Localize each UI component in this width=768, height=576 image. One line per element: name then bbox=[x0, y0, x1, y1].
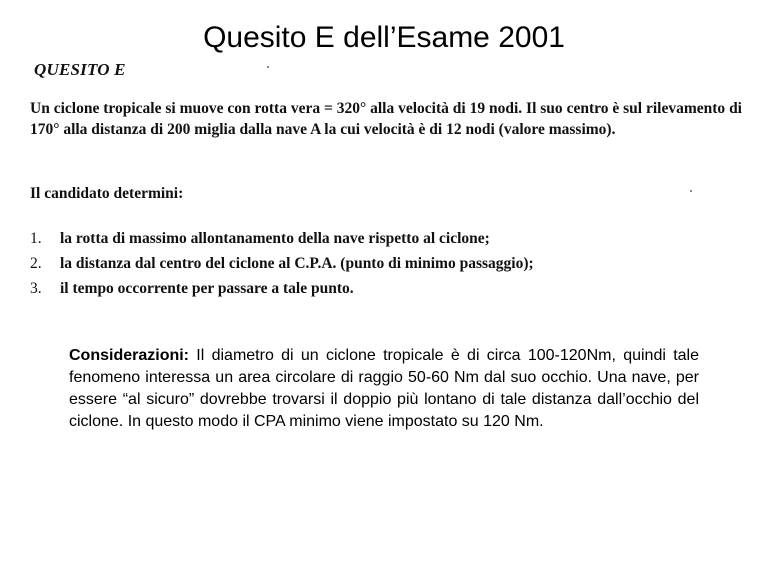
task-list bbox=[30, 226, 534, 301]
task-number: 3. bbox=[30, 280, 42, 297]
task-text: la rotta di massimo allontanamento della nave rispetto al ciclone; bbox=[60, 230, 490, 247]
task-text: il tempo occorrente per passare a tale punto. bbox=[60, 280, 354, 297]
scan-speck bbox=[267, 66, 269, 68]
considerations-text: Il diametro di un ciclone tropicale è di circa 100-120Nm, quindi tale fenomeno interessa un area circolare di raggio 50-60 Nm dal suo occhio. Una nave, per essere “al sicuro” dovrebbe trovarsi il doppio più lontano di tale distanza dall’occhio del ciclone. In questo modo il CPA minimo viene impostato su 120 Nm. bbox=[69, 347, 699, 430]
slide-title: Quesito E dell’Esame 2001 bbox=[203, 21, 565, 54]
task-number: 1. bbox=[30, 230, 42, 247]
task-number: 2. bbox=[30, 255, 42, 272]
question-heading: QUESITO E bbox=[34, 60, 126, 79]
task-intro: Il candidato determini: bbox=[30, 185, 184, 202]
task-item bbox=[30, 226, 534, 251]
considerations-label: Considerazioni: bbox=[69, 347, 190, 364]
task-text: la distanza dal centro del ciclone al C.P.A. (punto di minimo passaggio); bbox=[60, 255, 534, 272]
task-item bbox=[30, 251, 534, 276]
task-item bbox=[30, 276, 534, 301]
considerations-note bbox=[69, 345, 699, 433]
scan-speck bbox=[690, 190, 692, 192]
problem-statement: Un ciclone tropicale si muove con rotta vera = 320° alla velocità di 19 nodi. Il suo centro è sul rilevamento di 170° alla distanza di 200 miglia dalla nave A la cui velocità è di 12 nodi (valore massimo). bbox=[30, 100, 742, 138]
